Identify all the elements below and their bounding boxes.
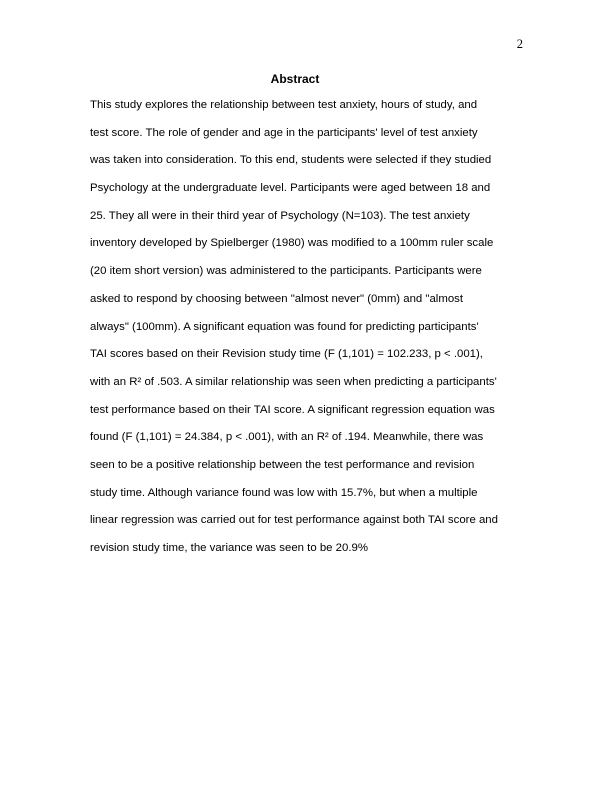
abstract-line: asked to respond by choosing between "almost never" (0mm) and "almost: [90, 292, 464, 305]
abstract-line: This study explores the relationship between test anxiety, hours of study, and: [90, 99, 478, 111]
abstract-line: (20 item short version) was administered to the participants. Participants were: [90, 265, 482, 278]
abstract-line: was taken into consideration. To this end, students were selected if they studied: [90, 154, 492, 167]
abstract-line: Psychology at the undergraduate level. Participants were aged between 18 and: [90, 182, 491, 195]
abstract-line: with an R² of .503. A similar relationship was seen when predicting a participants': [90, 375, 497, 388]
abstract-line: study time. Although variance found was low with 15.7%, but when a multiple: [90, 486, 478, 499]
abstract-line: TAI scores based on their Revision study time (F (1,101) = 102.233, p < .001),: [90, 348, 483, 361]
abstract-line: always" (100mm). A significant equation was found for predicting participants': [90, 320, 479, 333]
abstract-title: Abstract: [270, 72, 320, 86]
abstract-line: test score. The role of gender and age in the participants' level of test anxiety: [90, 126, 478, 139]
abstract-line: inventory developed by Spielberger (1980) was modified to a 100mm ruler scale: [90, 237, 494, 250]
abstract-line: 25. They all were in their third year of Psychology (N=103). The test anxiety: [90, 209, 470, 222]
abstract-body: [90, 96, 540, 567]
abstract-line: found (F (1,101) = 24.384, p < .001), with an R² of .194. Meanwhile, there was: [90, 431, 484, 444]
abstract-line: test performance based on their TAI score. A significant regression equation was: [90, 403, 495, 416]
abstract-line: seen to be a positive relationship between the test performance and revision: [90, 458, 475, 471]
page-number: 2: [516, 37, 523, 51]
abstract-line: revision study time, the variance was seen to be 20.9%: [90, 542, 368, 554]
abstract-line: linear regression was carried out for test performance against both TAI score and: [90, 514, 498, 527]
